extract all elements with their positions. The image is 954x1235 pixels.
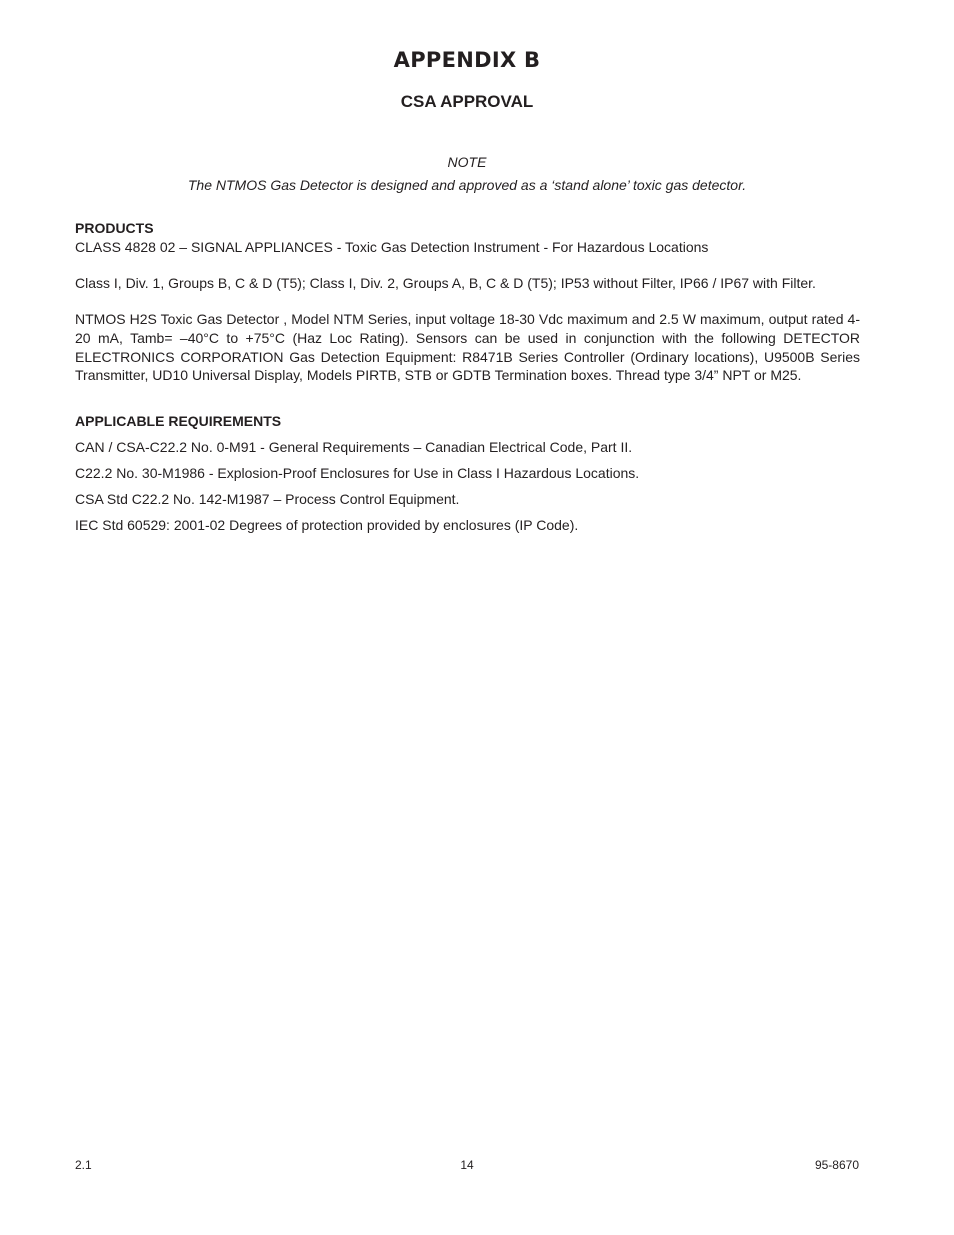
products-rating-line: Class I, Div. 1, Groups B, C & D (T5); Class I, Div. 2, Groups A, B, C & D (T5); IP53 without Filter, IP66 / IP67 with Filter. (75, 275, 816, 292)
products-heading: PRODUCTS (75, 220, 154, 236)
requirements-list (75, 438, 860, 535)
main-content (75, 219, 860, 542)
products-section (75, 219, 860, 385)
appendix-title: APPENDIX B (393, 48, 541, 72)
footer-page-number: 14 (460, 1158, 474, 1172)
requirements-heading: APPLICABLE REQUIREMENTS (75, 412, 282, 429)
note-heading: NOTE (447, 154, 487, 170)
products-class-line: CLASS 4828 02 – SIGNAL APPLIANCES - Toxic Gas Detection Instrument - For Hazardous Locations (75, 238, 709, 255)
requirement-item: C22.2 No. 30-M1986 - Explosion-Proof Enclosures for Use in Class I Hazardous Locations. (75, 464, 640, 481)
footer-revision: 2.1 (75, 1158, 92, 1172)
requirement-item: IEC Std 60529: 2001-02 Degrees of protection provided by enclosures (IP Code). (75, 516, 579, 533)
requirements-section (75, 412, 860, 534)
requirement-item: CAN / CSA-C22.2 No. 0-M91 - General Requirements – Canadian Electrical Code, Part II. (75, 438, 633, 455)
products-description: NTMOS H2S Toxic Gas Detector , Model NTM Series, input voltage 18-30 Vdc maximum and 2.5 W maximum, output rated 4-20 mA, Tamb= –40°C to +75°C (Haz Loc Rating). Sensors can be used in conjunction with the following DETECTOR ELECTRONICS CORPORATION Gas Detection Equipment: R8471B Series Controller (Ordinary locations), U9500B Series Transmitter, UD10 Universal Display, Models PIRTB, STB or GDTB Termination boxes. Thread type 3/4” NPT or M25. (75, 311, 860, 384)
note-text: The NTMOS Gas Detector is designed and approved as a ‘stand alone’ toxic gas detector. (187, 177, 747, 193)
footer-document-number: 95-8670 (814, 1158, 859, 1172)
section-title: CSA APPROVAL (400, 92, 534, 111)
requirement-item: CSA Std C22.2 No. 142-M1987 – Process Control Equipment. (75, 490, 460, 507)
